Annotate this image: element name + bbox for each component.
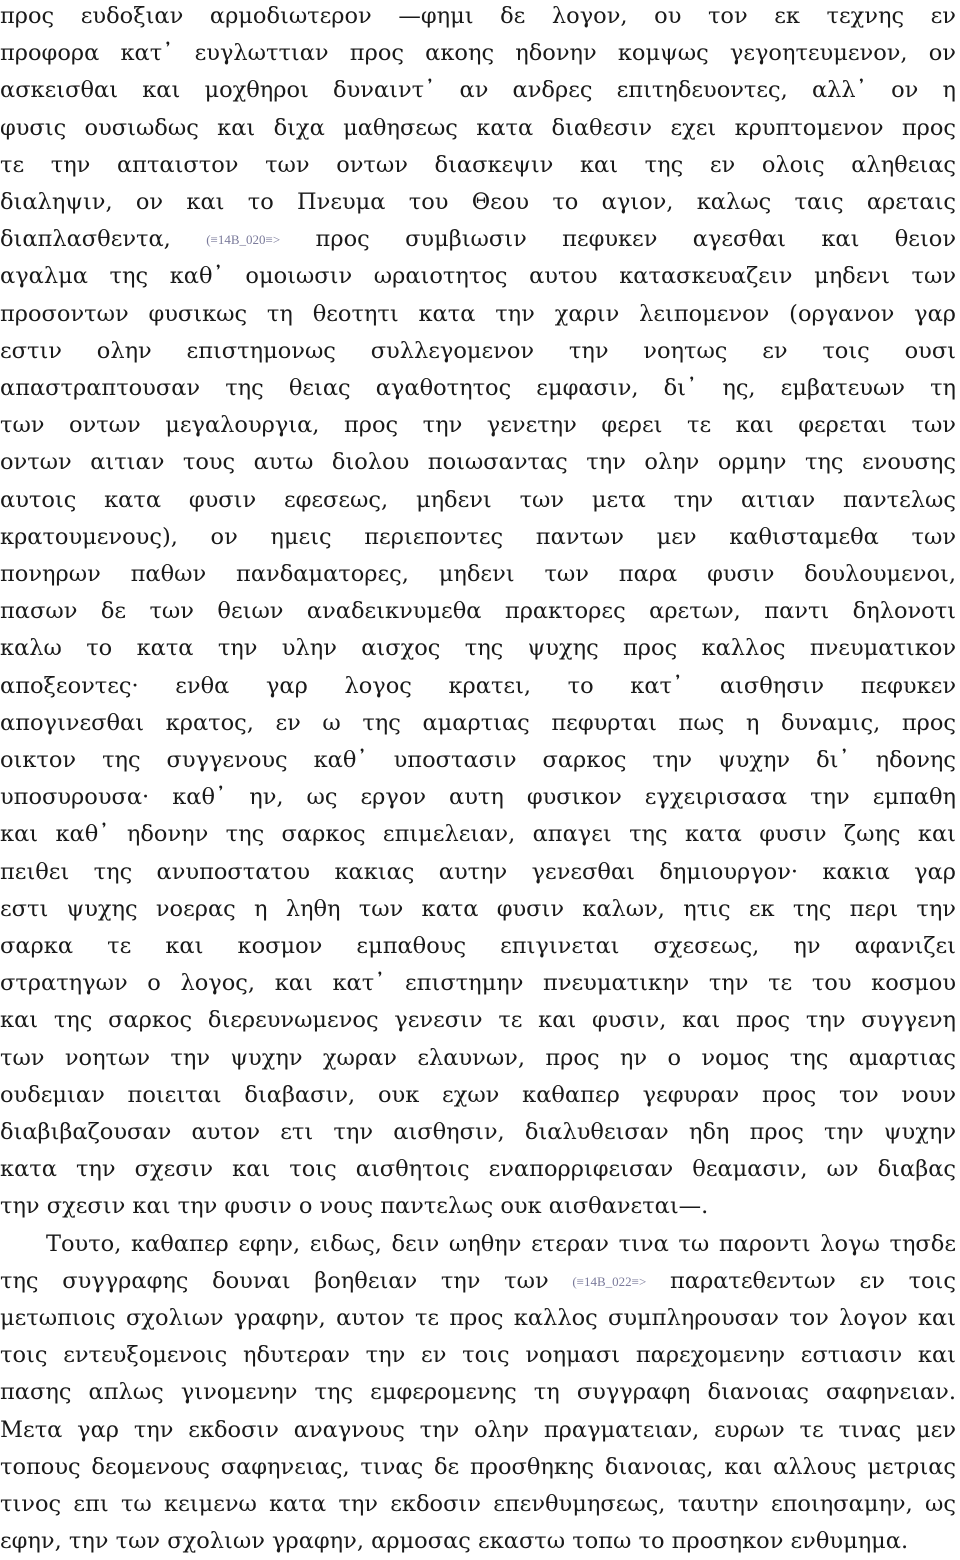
text-line: μετωπιοις σχολιων γραφην, αυτον τε προς καλλος συμπληρουσαν τον λογον και [0, 1305, 956, 1331]
text-line: διαβιβαζουσαν αυτον ετι την αισθησιν, διαλυθεισαν ηδη προς την ψυχην [0, 1119, 956, 1145]
text-line: πονηρων παθων πανδαματορες, μηδενι των παρα φυσιν δουλουμενοι, [0, 561, 956, 587]
text-line: σαρκα τε και κοσμον εμπαθους επιγινεται σχεσεως, ην αφανιζει [0, 933, 956, 959]
page-reference-marker: (≡14B_020≡> [206, 232, 281, 248]
text-line: αυτοις κατα φυσιν εφεσεως, μηδενι των μετα την αιτιαν παντελως [0, 486, 956, 513]
text-line: φυσις ουσιωδως και διχα μαθησεως κατα διαθεσιν εχει κρυπτομενον προς [0, 114, 956, 141]
page-reference-marker: (≡14B_022≡> [572, 1273, 647, 1289]
text-line: τινος επι τω κειμενω κατα την εκδοσιν επενθυμησεως, ταυτην εποιησαμην, ως [0, 1491, 956, 1517]
text-line: αποξεοντες· ενθα γαρ λογος κρατει, το κατ᾿ αισθησιν πεφυκεν [0, 672, 956, 699]
text-line: τοις εντευξομενοις ηδυτεραν την εν τοις νοημασι παρεχομενην εστιασιν και [0, 1342, 956, 1369]
line-text: προς συμβιωσιν πεφυκεν αγεσθαι και θειον [280, 226, 956, 253]
text-line: πασων δε των θειων αναδεικνυμεθα πρακτορες αρετων, παντι δηλονοτι [0, 598, 956, 625]
text-line: προφορα κατ᾿ ευγλωττιαν προς ακοης ηδονην κομψως γεγοητευμενον, ον [0, 40, 956, 67]
text-line: εστιν ολην επιστημονως συλλεγομενον την νοητως εν τοις ουσι [0, 337, 956, 364]
text-line: πασης απλως γινομενην της εμφερομενης τη συγγραφη διανοιας σαφηνειαν. [0, 1379, 956, 1406]
text-line: εφην, την των σχολιων γραφην, αρμοσας εκαστω τοπω το προσηκον ενθυμημα. [0, 1528, 909, 1555]
text-line: απαστραπτουσαν της θειας αγαθοτητος εμφασιν, δι᾿ ης, εμβατευων τη [0, 375, 956, 401]
text-line: προς ευδοξιαν αρμοδιωτερον —φημι δε λογον, ου τον εκ τεχνης εν [0, 3, 956, 29]
text-line: και καθ᾿ ηδονην της σαρκος επιμελειαν, απαγει της κατα φυσιν ζωης και [0, 821, 956, 848]
text-line: κρατουμενους), ον ημεις περιεποντες παντων μεν καθισταμεθα των [0, 523, 956, 550]
text-line: στρατηγων ο λογος, και κατ᾿ επιστημην πνευματικην την τε του κοσμου [0, 970, 956, 997]
text-line: προσοντων φυσικως τη θεοτητι κατα την χαριν λειπομενον (οργανον γαρ [0, 300, 956, 327]
line-text: παρατεθεντων εν τοις [646, 1267, 956, 1294]
text-line: οικτον της συγγενους καθ᾿ υποστασιν σαρκος την ψυχην δι᾿ ηδονης [0, 747, 956, 773]
text-line: κατα την σχεσιν και τοις αισθητοις εναπορριφεισαν θεαμασιν, ων διαβας [0, 1156, 956, 1183]
text-line: αγαλμα της καθ᾿ ομοιωσιν ωραιοτητος αυτου κατασκευαζειν μηδενι των [0, 263, 956, 290]
text-line: οντων αιτιαν τους αυτω διολου ποιωσαντας την ολην ορμην της ενουσης [0, 449, 956, 476]
text-line: τοπους δεομενους σαφηνειας, τινας δε προσθηκης διανοιας, και αλλους μετριας [0, 1453, 956, 1480]
line-text: διαπλασθεντα, [0, 226, 207, 253]
line-text: της συγγραφης δουναι βοηθειαν την των [0, 1267, 573, 1294]
text-line: καλω το κατα την υλην αισχος της ψυχης προς καλλος πνευματικον [0, 635, 956, 662]
text-line: ουδεμιαν ποιειται διαβασιν, ουκ εχων καθαπερ γεφυραν προς τον νουν [0, 1081, 956, 1108]
text-line [0, 1263, 956, 1300]
text-line: Μετα γαρ την εκδοσιν αναγνους την ολην πραγματειαν, ευρων τε τινας μεν [0, 1416, 956, 1443]
text-line: απογινεσθαι κρατος, εν ω της αμαρτιας πεφυρται πως η δυναμις, προς [0, 709, 956, 736]
text-line: εστι ψυχης νοερας η ληθη των κατα φυσιν καλων, ητις εκ της περι την [0, 895, 956, 922]
text-line [0, 221, 956, 258]
text-line: τε την απταιστον των οντων διασκεψιν και της εν ολοις αληθειας [0, 151, 956, 178]
text-line: την σχεσιν και την φυσιν ο νους παντελως ουκ αισθανεται—. [0, 1193, 709, 1220]
text-line: των οντων μεγαλουργια, προς την γενετην φερει τε και φερεται των [0, 412, 956, 439]
text-line: διαληψιν, ον και το Πνευμα του Θεου το αγιον, καλως ταις αρεταις [0, 189, 956, 215]
text-line: ασκεισθαι και μοχθηροι δυναιντ᾿ αν ανδρες επιτηδευοντες, αλλ᾿ ον η [0, 77, 956, 104]
text-line: πειθει της ανυποστατου κακιας αυτην γενεσθαι δημιουργον· κακια γαρ [0, 858, 956, 885]
paragraph-first-line: Τουτο, καθαπερ εφην, ειδως, δειν ωηθην ετεραν τινα τω παροντι λογω τησδε [46, 1230, 956, 1257]
text-line: των νοητων την ψυχην χωραν ελαυνων, προς ην ο νομος της αμαρτιας [0, 1044, 956, 1071]
text-line: υποσυρουσα· καθ᾿ ην, ως εργον αυτη φυσικον εγχειρισασα την εμπαθη [0, 784, 956, 811]
text-line: και της σαρκος διερευνωμενος γενεσιν τε και φυσιν, και προς την συγγενη [0, 1007, 956, 1034]
